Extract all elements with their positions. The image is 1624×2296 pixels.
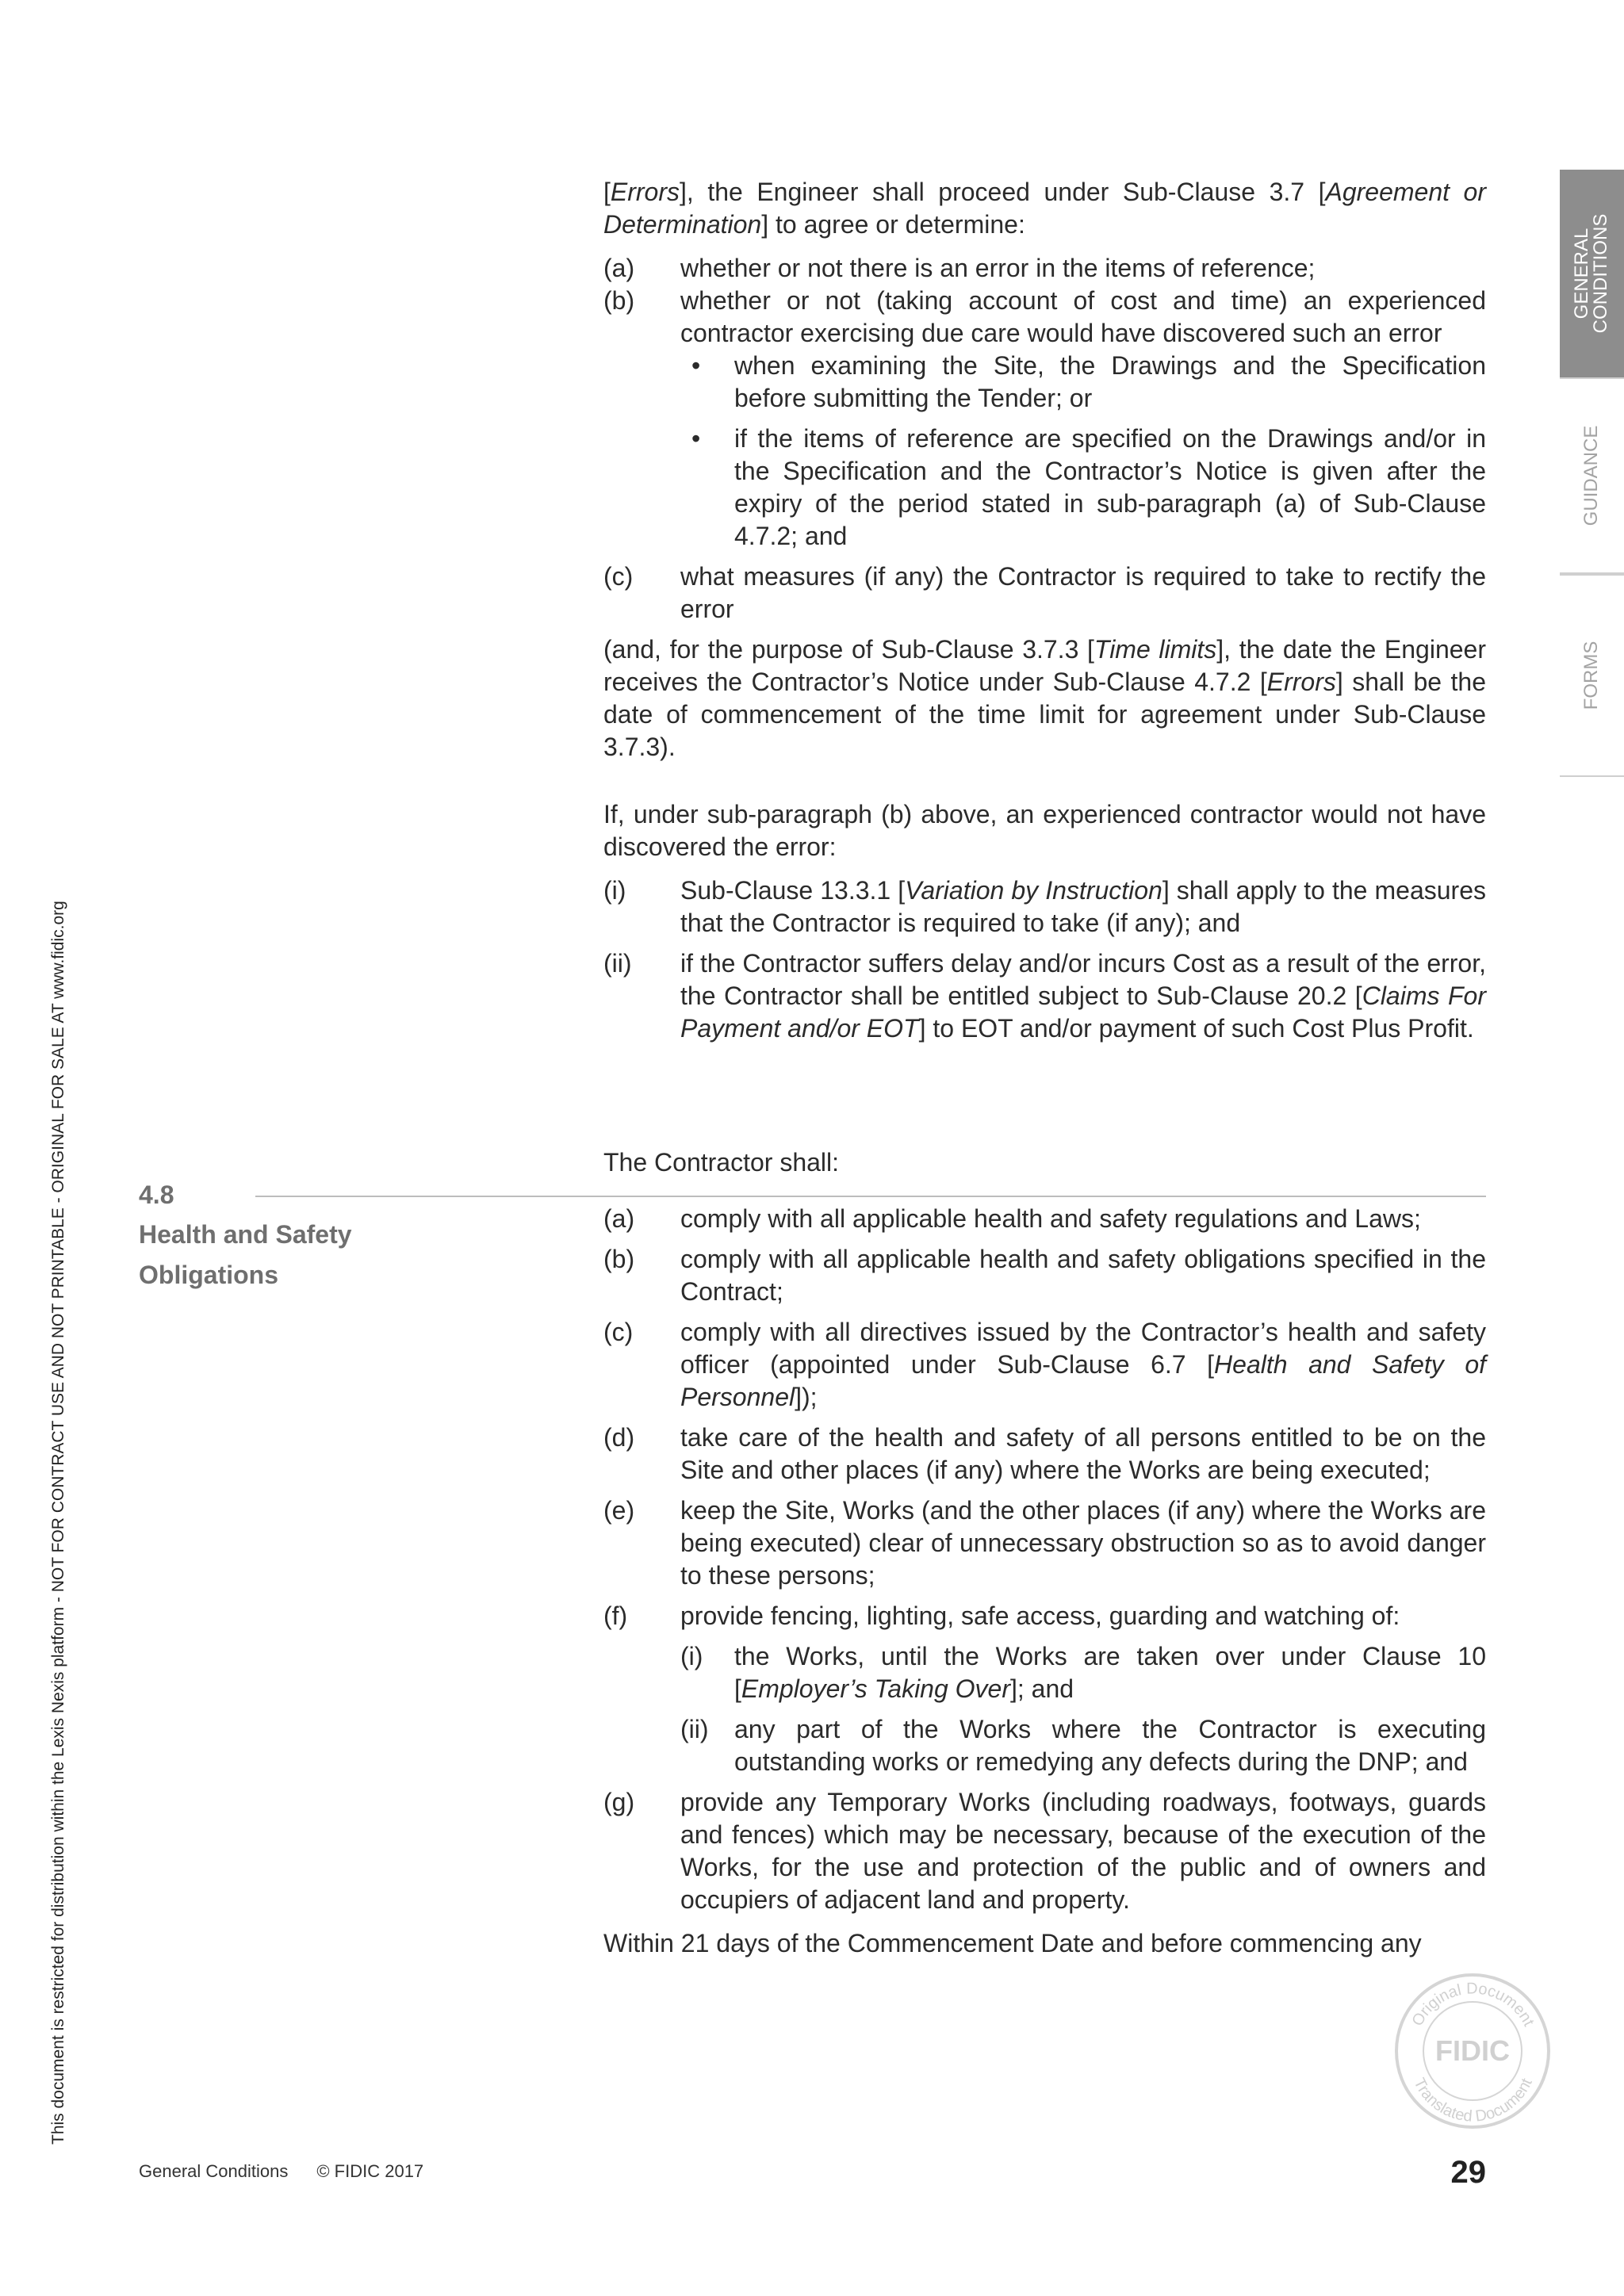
list-item: (c) comply with all directives issued by the Contractor’s health and safety officer (appointed under Sub-Clause 6.7 [Health and Safety of Personnel]); (603, 1318, 1487, 1411)
svg-text:Translated Document: Translated Document (1410, 2075, 1536, 2126)
list-item: (i) Sub-Clause 13.3.1 [Variation by Instruction] shall apply to the measures that the Contractor is required to take (if any); and (603, 876, 1487, 937)
tab-guidance[interactable] (1560, 377, 1624, 574)
distribution-notice: This document is restricted for distribution within the Lexis Nexis platform - NOT FOR CONTRACT USE AND NOT PRINTABLE - ORIGINAL FOR SALE AT www.fidic.org (49, 901, 67, 2145)
clause-number: 4.8 (139, 1181, 174, 1209)
footer-section: General Conditions (139, 2161, 289, 2181)
sub-item: (ii) any part of the Works where the Contractor is executing outstanding works or remedying any defects during the DNP; and (680, 1715, 1486, 1776)
sub-item: (i) the Works, until the Works are taken over under Clause 10 [Employer’s Taking Over]; and (680, 1642, 1486, 1703)
clause-title: Health and Safety Obligations (139, 1220, 352, 1289)
tab-general-conditions[interactable] (1560, 170, 1624, 377)
tab-label: GENERAL CONDITIONS (1571, 213, 1611, 334)
tab-label: GUIDANCE (1580, 425, 1602, 526)
footer-copyright: © FIDIC 2017 (316, 2161, 424, 2181)
tab-forms[interactable] (1560, 574, 1624, 777)
bullet-item: • if the items of reference are specified on the Drawings and/or in the Specification and the Contractor’s Notice is given after the expiry of the period stated in sub-paragraph (a) of Sub-Clause 4.7.2; and (691, 424, 1486, 550)
footer (139, 2161, 423, 2182)
svg-text:Original Document: Original Document (1408, 1980, 1538, 2030)
tab-label: FORMS (1580, 641, 1602, 710)
bullet-item: • when examining the Site, the Drawings and the Specification before submitting the Tender; or (691, 351, 1486, 412)
list-item: (a) whether or not there is an error in the items of reference; (603, 254, 1316, 282)
list-item: (d) take care of the health and safety of all persons entitled to be on the Site and other places (if any) where the Works are being executed; (603, 1423, 1486, 1484)
paragraph: If, under sub-paragraph (b) above, an experienced contractor would not have discovered the error: (603, 800, 1486, 861)
list-item: (b) whether or not (taking account of cost and time) an experienced contractor exercising due care would have discovered such an error (603, 286, 1486, 347)
list-item: (ii) if the Contractor suffers delay and/or incurs Cost as a result of the error, the Contractor shall be entitled subject to Sub-Clause 20.2 [Claims For Payment and/or EOT] to EOT and/or payment of such Cost Plus Profit. (603, 949, 1487, 1043)
list-item: (g) provide any Temporary Works (including roadways, footways, guards and fences) which may be necessary, because of the execution of the Works, for the use and protection of the public and of owners and occupiers of adjacent land and property. (603, 1788, 1486, 1914)
main-text (603, 176, 1486, 1960)
list-item: (c) what measures (if any) the Contractor is required to take to rectify the error (603, 562, 1486, 623)
page-number: 29 (1450, 2155, 1486, 2190)
list-item: (e) keep the Site, Works (and the other places (if any) where the Works are being executed) clear of unnecessary obstruction so as to avoid danger to these persons; (603, 1496, 1486, 1590)
list-item: (a) comply with all applicable health and safety regulations and Laws; (603, 1204, 1421, 1233)
list-item: (b) comply with all applicable health and safety obligations specified in the Contract; (603, 1245, 1486, 1306)
closing-paragraph: Within 21 days of the Commencement Date and before commencing any (603, 1929, 1422, 1957)
svg-text:FIDIC: FIDIC (1435, 2034, 1510, 2067)
clause-lead: The Contractor shall: (603, 1148, 840, 1177)
paragraph: (and, for the purpose of Sub-Clause 3.7.3 [Time limits], the date the Engineer receives the Contractor’s Notice under Sub-Clause 4.7.2 [Errors] shall be the date of commencement of the time limit for agreement under Sub-Clause 3.7.3). (603, 635, 1487, 761)
fidic-stamp-logo (1392, 1970, 1554, 2133)
list-item: (f) provide fencing, lighting, safe access, guarding and watching of: (603, 1601, 1400, 1630)
intro-paragraph: [Errors], the Engineer shall proceed under Sub-Clause 3.7 [Agreement or Determination] to agree or determine: (603, 178, 1486, 239)
